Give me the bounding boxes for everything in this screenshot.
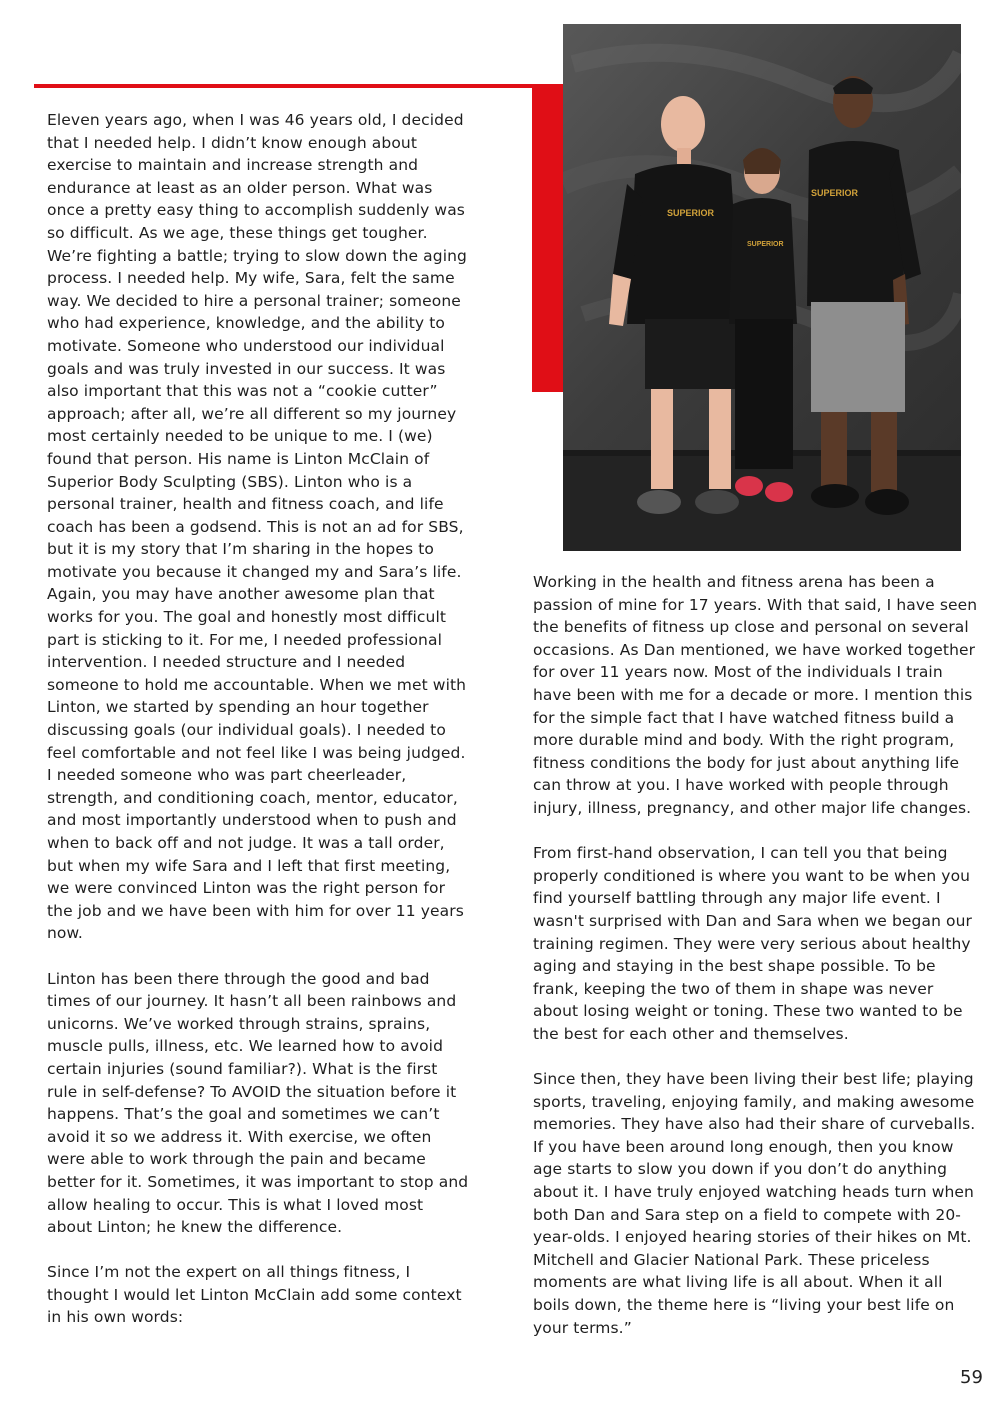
accent-rule — [34, 84, 536, 88]
shirt-logo-left: SUPERIOR — [667, 208, 715, 218]
paragraph: Linton has been there through the good and bad times of our journey. It hasn’t all been rainbows and unicorns. We’ve worked through strains, sprains, muscle pulls, illness, etc. We learned how to avoid certain injuries (sound familiar?). What is the first rule in self-defense? To AVOID the situation before it happens. That’s the goal and sometimes we can’t avoid it so we address it. With exercise, we often were able to work through the pain and became better for it. Sometimes, it was important to stop and allow healing to occur. This is what I loved most about Linton; he knew the difference. — [47, 969, 469, 1237]
paragraph: Since then, they have been living their best life; playing sports, traveling, enjoying family, and making awesome memories. They have also had their share of curveballs. If you have been around long enough, then you know age starts to slow you down if you don’t do anything about it. I have truly enjoyed watching heads turn when both Dan and Sara step on a field to compete with 20-year-olds. I enjoyed hearing stories of their hikes on Mt. Mitchell and Glacier National Park. These priceless moments are what living life is all about. When it all boils down, the theme here is “living your best life on your terms.” — [533, 1070, 976, 1337]
paragraph: Eleven years ago, when I was 46 years old, I decided that I needed help. I didn’t know enough about exercise to maintain and increase strength and endurance at least as an older person. What was once a pretty easy thing to accomplish suddenly was so difficult. As we age, these things get tougher. We’re fighting a battle; trying to slow down the aging process. I needed help. My wife, Sara, felt the same way. We decided to hire a personal trainer; someone who had experience, knowledge, and the ability to motivate. Someone who understood our individual goals and was truly invested in our success. It was also important that this was not a “cookie cutter” approach; after all, we’re all different so my journey most certainly needed to be unique to me. I (we) found that person. His name is Linton McClain of Superior Body Sculpting (SBS). Linton who is a personal trainer, health and fitness coach, and life coach has been a godsend. This is not an ad for SBS, but it is my story that I’m sharing in the hopes to motivate you because it changed my and Sara’s life. Again, you may have another awesome plan that works for you. The goal and honestly most difficult part is sticking to it. For me, I needed professional intervention. I needed structure and I needed someone to hold me accountable. When we met with Linton, we started by spending an hour together discussing goals (our individual goals). I needed to feel comfortable and not feel like I was being judged. I needed someone who was part cheerleader, strength, and conditioning coach, mentor, educator, and most importantly understood when to push and when to back off and not judge. It was a tall order, but when my wife Sara and I left that first meeting, we were convinced Linton was the right person for the job and we have been with him for over 11 years now. — [47, 111, 467, 943]
page-number: 59 — [960, 1367, 983, 1388]
shirt-logo-middle: SUPERIOR — [747, 241, 784, 248]
shirt-logo-right: SUPERIOR — [811, 188, 859, 198]
paragraph: Since I’m not the expert on all things fitness, I thought I would let Linton McClain add some context in his own words: — [47, 1263, 462, 1327]
paragraph: From first-hand observation, I can tell you that being properly conditioned is where you want to be when you find yourself battling through any major life event. I wasn't surprised with Dan and Sara when we began our training regimen. They were very serious about healthy aging and staying in the best shape possible. To be frank, keeping the two of them in shape was never about losing weight or toning. These two wanted to be the best for each other and themselves. — [533, 844, 972, 1043]
paragraph: Working in the health and fitness arena has been a passion of mine for 17 years. With that said, I have seen the benefits of fitness up close and personal on several occasions. As Dan mentioned, we have worked together for over 11 years now. Most of the individuals I train have been with me for a decade or more. I mention this for the simple fact that I have watched fitness build a more durable mind and body. With the right program, fitness conditions the body for just about anything life can throw at you. I have worked with people through injury, illness, pregnancy, and other major life changes. — [533, 573, 978, 817]
accent-bar — [532, 84, 564, 392]
trainer-photo — [563, 24, 961, 551]
article-left-column — [47, 109, 472, 1352]
article-right-column — [533, 571, 978, 1362]
